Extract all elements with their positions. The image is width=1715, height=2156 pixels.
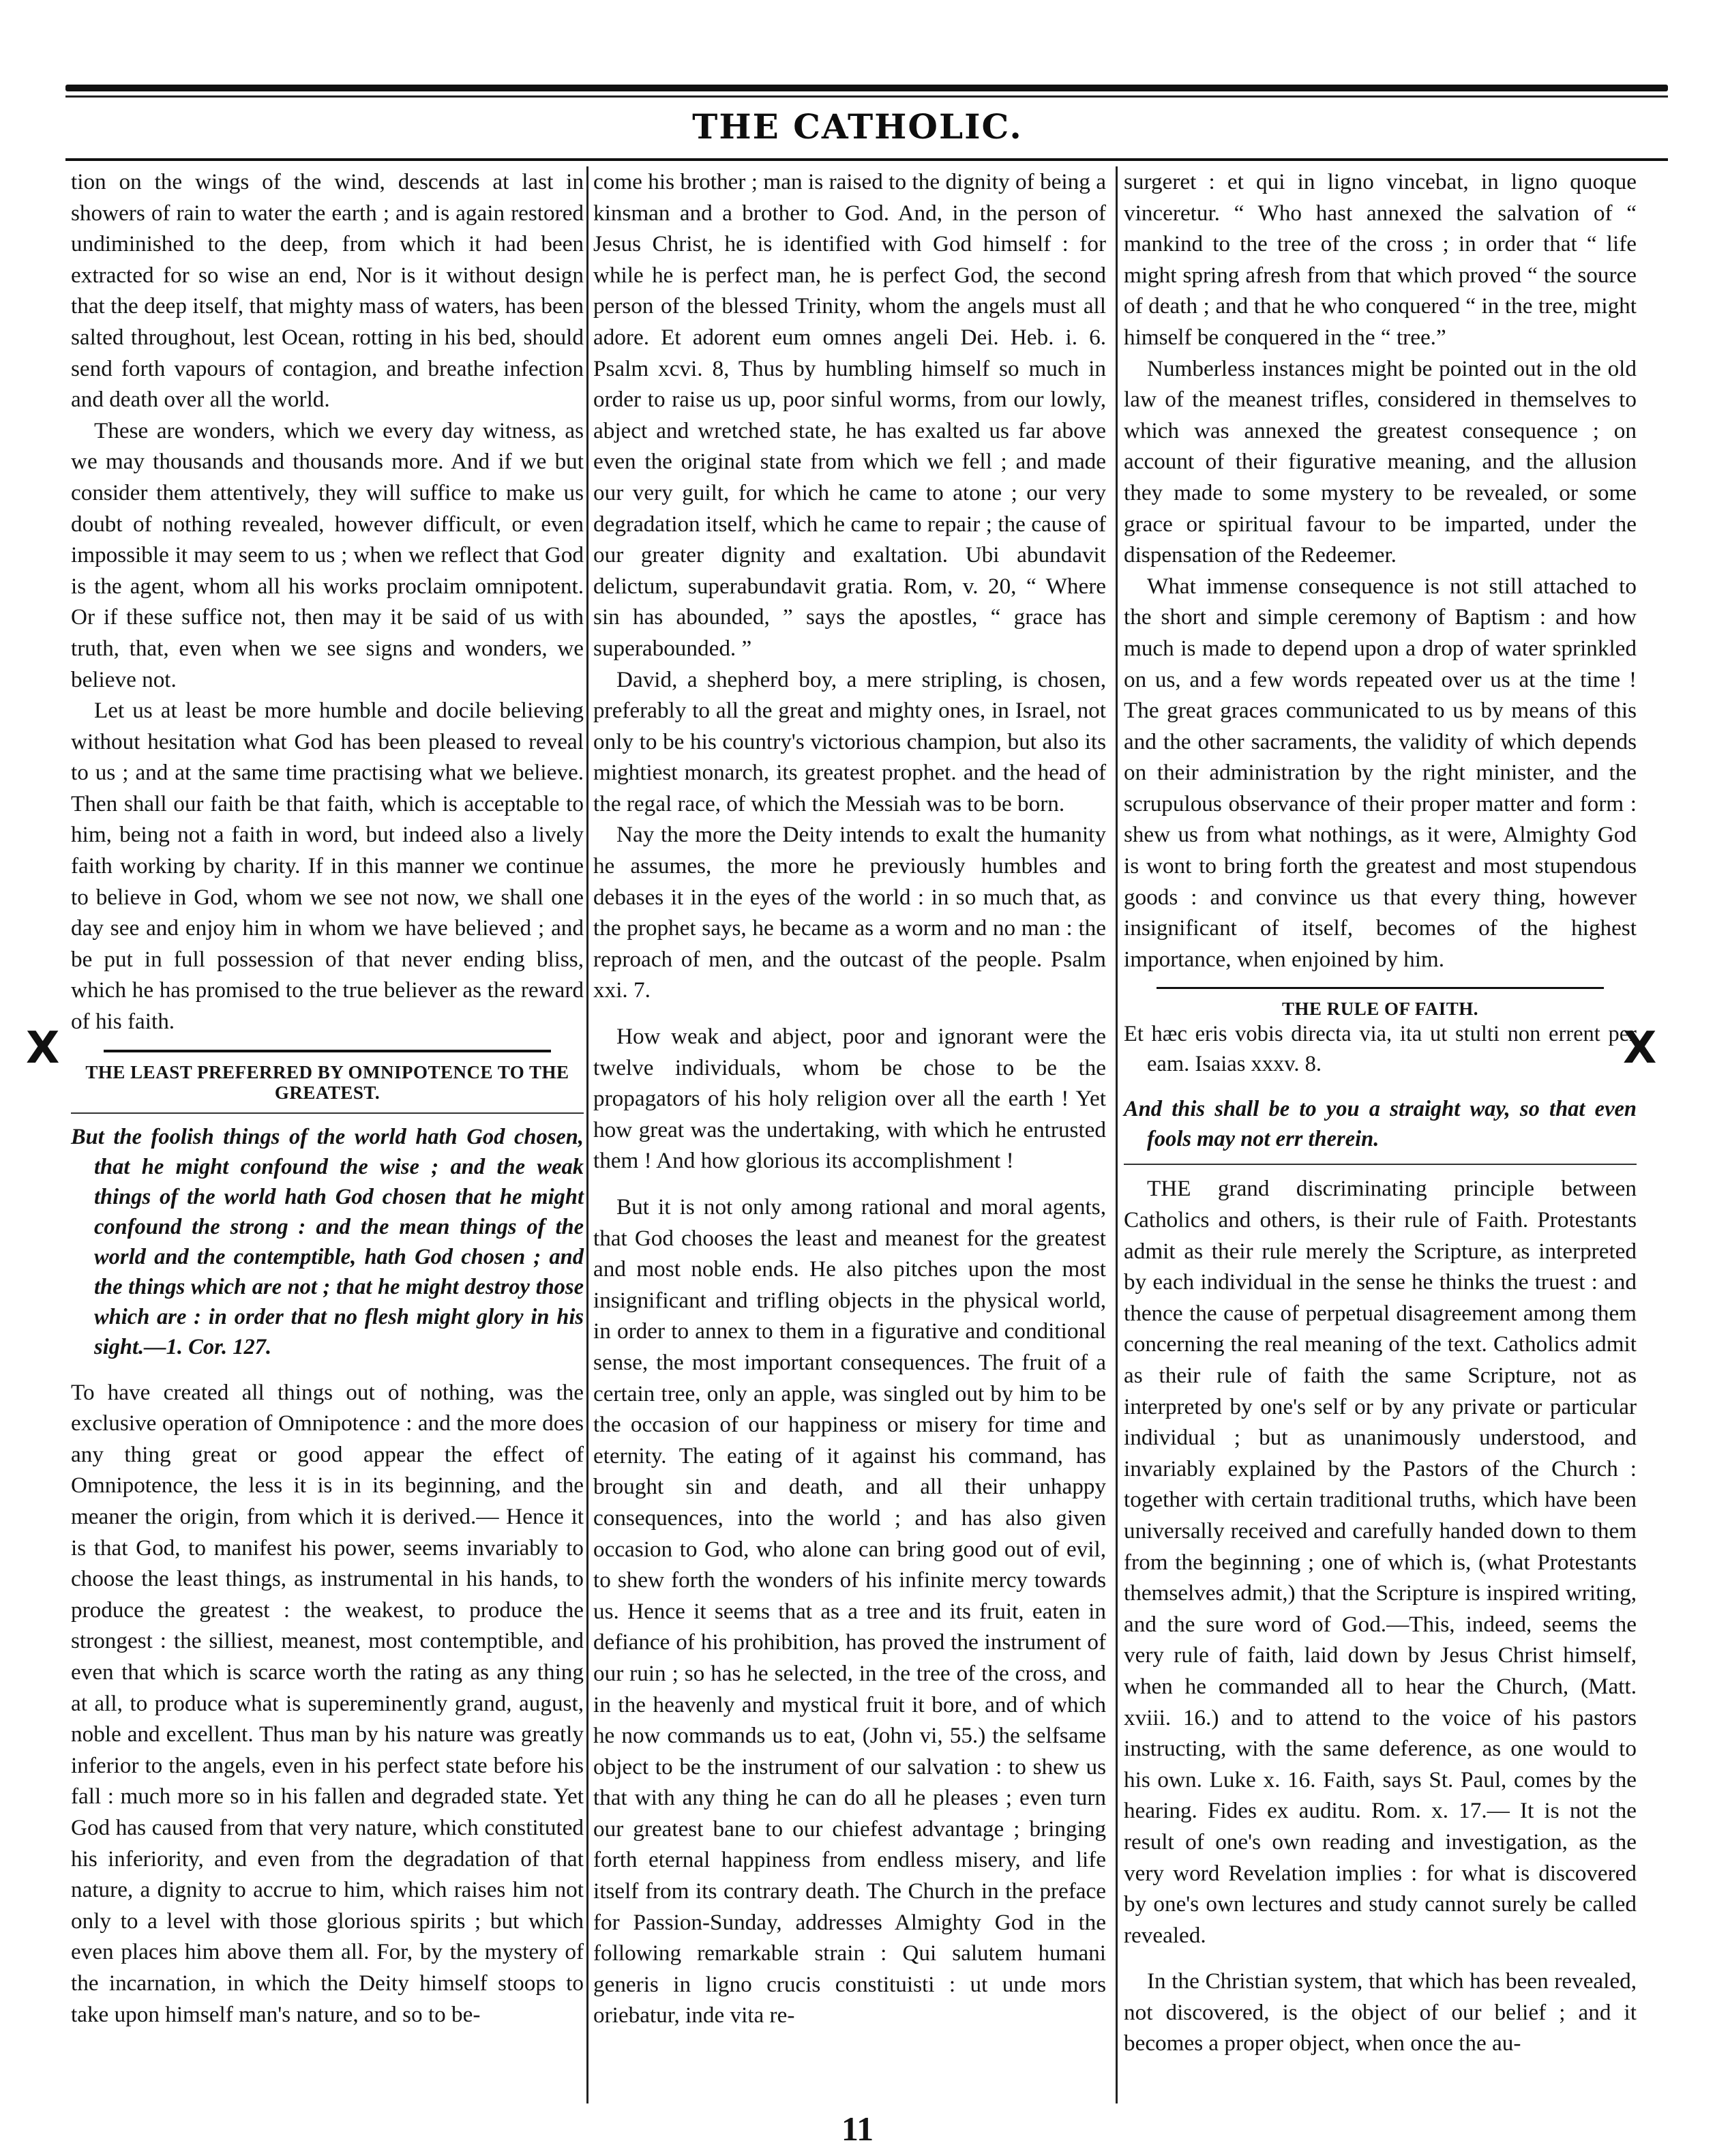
paragraph: How weak and abject, poor and ignorant were the twelve individuals, whom be chose to be the propagators of his holy religion over all the earth ! Yet how great was the undertaking, with which he entrusted them ! And how glorious its accomplishment ! (593, 1024, 1106, 1174)
paragraph: surgeret : et qui in ligno vincebat, in ligno quoque vinceretur. “ Who hast annexed the salvation of “ mankind to the tree of the cross ; in order that “ life might spring afresh from that which proved “ the source of death ; and that he who conquered “ in the tree, might himself be conquered in the “ tree.” (1124, 169, 1637, 350)
paragraph: come his brother ; man is raised to the dignity of being a kinsman and a brother to God. And, in the person of Jesus Christ, he is identified with God himself : for while he is perfect man, he is perfect God, the second person of the blessed Trinity, whom the angels must all adore. Et adorent eum omnes angeli Dei. Heb. i. 6. Psalm xcvi. 8, Thus by humbling himself so much in order to raise us up, poor sinful worms, from our lowly, abject and wretched state, he has exalted us far above even the original state from which we fell ; and made our very guilt, for which he came to atone ; our very degradation itself, which he came to repair ; the cause of our greater dignity and exaltation. Ubi abundavit delictum, superabundavit gratia. Rom, v. 20, “ Where sin has abounded, ” says the apostles, “ grace has superabounded. ” (593, 169, 1106, 661)
epigraph-english: And this shall be to you a straight way, so that even fools may not err therein. (1124, 1097, 1637, 1152)
handwritten-x-mark: X (26, 1023, 60, 1074)
handwritten-x-mark: X (1623, 1023, 1657, 1074)
paragraph: Let us at least be more humble and docile believing without hesitation what God has been pleased to reveal to us ; and at the same time practising what we believe. Then shall our faith be that faith, which is acceptable to him, being not a faith in word, but indeed also a lively faith working by charity. If in this manner we continue to believe in God, whom we see not now, we shall one day see and enjoy him in whom we have believed ; and be put in full possession of that never ending bliss, which he has promised to the true believer as the reward of his faith. (71, 698, 584, 1035)
top-rule (65, 85, 1668, 91)
paragraph: In the Christian system, that which has been revealed, not discovered, is the object of our belief ; and it becomes a proper object, when once the au- (1124, 1968, 1637, 2056)
epigraph-latin: Et hæc eris vobis directa via, ita ut stulti non errent per eam. Isaias xxxv. 8. (1124, 1022, 1637, 1077)
paragraph: To have created all things out of nothing, was the exclusive operation of Omnipotence : and the more does any thing great or good appear the effect of Omnipotence, the less it is in its beginning, and the meaner the origin, from which it is derived.— Hence it is that God, to manifest his power, seems invariably to choose the least things, as instrumental in his hands, to produce the greatest : the weakest, to produce the strongest : the silliest, meanest, most contemptible, and even that which is scarce worth the rating as any thing at all, to produce what is supereminently grand, august, noble and excellent. Thus man by his nature was greatly inferior to the angels, even in his perfect state before his fall : much more so in his fallen and degraded state. Yet God has caused from that very nature, which constituted his inferiority, and even from the degradation of that nature, a dignity to accrue to him, which raises him not only to a level with those glorious spirits ; but which even places him above them all. For, by the mystery of the incarnation, in which the Deity himself stoops to take upon himself man's nature, and so to be- (71, 1379, 584, 2027)
epigraph: But the foolish things of the world hath God chosen, that he might confound the wise ; and the weak things of the world hath God chosen that he might confound the strong : and the mean things of the world and the contemptible, hath God chosen ; and the things which are not ; that he might destroy those which are : in order that no flesh might glory in his sight.—1. Cor. 127. (71, 1124, 584, 1359)
column-1 (71, 166, 584, 2030)
article-heading: THE RULE OF FAITH. (1281, 999, 1479, 1020)
top-rule-thin (65, 95, 1668, 98)
masthead: THE CATHOLIC. (692, 106, 1023, 147)
paragraph: David, a shepherd boy, a mere stripling, is chosen, preferably to all the great and mighty ones, in Israel, not only to be his country's victorious champion, but also its mightiest monarch, its greatest prophet. and the head of the regal race, of which the Messiah was to be born. (593, 666, 1106, 816)
page-number: 11 (841, 2110, 874, 2148)
paragraph: These are wonders, which we every day witness, as we may thousands and thousands more. And if we but consider them attentively, they will suffice to make us doubt of nothing revealed, however difficult, or even impossible it may seem to us ; when we reflect that God is the agent, whom all his works proclaim omnipotent. Or if these suffice not, then may it be said of us with truth, that, even when we see signs and wonders, we believe not. (71, 417, 584, 692)
heading-rule (71, 1112, 584, 1114)
paragraph: Numberless instances might be pointed out in the old law of the meanest trifles, considered in themselves to which was annexed the greatest consequence ; on account of their figurative meaning, and the allusion they made to some mystery to be revealed, or some grace or spiritual favour to be imparted, under the dispensation of the Redeemer. (1124, 355, 1637, 568)
column-divider (586, 166, 588, 2103)
column-2 (593, 166, 1106, 2031)
header-rule (65, 158, 1668, 161)
heading-rule (1124, 1164, 1637, 1165)
column-3 (1124, 166, 1637, 2059)
paragraph: Nay the more the Deity intends to exalt the humanity he assumes, the more he previously humbles and debases it in the eyes of the world : in so much that, as the prophet says, he became as a worm and no man : the reproach of men, and the outcast of the people. Psalm xxi. 7. (593, 822, 1106, 1003)
paragraph: But it is not only among rational and moral agents, that God chooses the least and meanest for the greatest and most noble ends. He also pitches upon the most insignificant and trifling objects in the physical world, in order to annex to them in a figurative and conditional sense, the most important consequences. The fruit of a certain tree, only an apple, was singled out by him to be the occasion of our happiness or misery for time and eternity. The eating of it against his command, has brought sin and death, and all their unhappy consequences, into the world ; and has also given occasion to God, who alone can bring good out of evil, to shew forth the wonders of his infinite mercy towards us. Hence it seems that as a tree and its fruit, eaten in defiance of his prohibition, has proved the instrument of our ruin ; so has he selected, in the tree of the cross, and in the heavenly and mystical fruit it bore, and of which he now commands us to eat, (John vi, 55.) the selfsame object to be the instrument of our salvation : to shew us that with any thing he can do all he pleases ; even turn our greatest bane to our chiefest advantage ; bringing forth eternal happiness from endless misery, and life itself from its contrary death. The Church in the preface for Passion-Sunday, addresses Almighty God in the following remarkable strain : Qui salutem humani generis in ligno crucis constituisti : ut unde mors oriebatur, inde vita re- (593, 1194, 1106, 2028)
paragraph: tion on the wings of the wind, descends at last in showers of rain to water the earth ; and is again restored undiminished to the deep, from which it had been extracted for so wise an end, Nor is it without design that the deep itself, that mighty mass of waters, has been salted throughout, lest Ocean, rotting in his bed, should send forth vapours of contagion, and breathe infection and death over all the world. (71, 169, 584, 413)
section-rule (1157, 987, 1604, 989)
paragraph: What immense consequence is not still attached to the short and simple ceremony of Baptism : and how much is made to depend upon a drop of water sprinkled on us, and a few words repeated over us at the time ! The great graces communicated to us by means of this and the other sacraments, the validity of which depends on their administration by the right minister, and the scrupulous observance of their proper matter and form : shew us from what nothings, as it were, Almighty God is wont to bring forth the greatest and most stupendous goods : and convince us that every thing, however insignificant of itself, becomes of the highest importance, when enjoined by him. (1124, 573, 1637, 972)
article-heading: THE LEAST PREFERRED BY OMNIPOTENCE TO THE GREATEST. (85, 1061, 569, 1103)
column-divider (1116, 166, 1118, 2103)
section-rule (104, 1050, 551, 1052)
paragraph: THE grand discriminating principle between Catholics and others, is their rule of Faith. Protestants admit as their rule merely the Scripture, as interpreted by each individual in the sense he thinks the truest : and thence the cause of perpetual disagreement among them concerning the real meaning of the text. Catholics admit as their rule of faith the same Scripture, not as interpreted by one's self or by any private or particular individual ; but as unanimously understood, and invariably explained by the Pastors of the Church : together with certain traditional truths, which have been universally received and carefully handed down to them from the beginning ; one of which is, (what Protestants themselves admit,) that the Scripture is inspired writing, and the sure word of God.—This, indeed, seems the very rule of faith, laid down by Jesus Christ himself, when he commanded all to hear the Church, (Matt. xviii. 16.) and to attend to the voice of his pastors instructing, with the same deference, as one would to his own. Luke x. 16. Faith, says St. Paul, comes by the hearing. Fides ex auditu. Rom. x. 17.— It is not the result of one's own reading and investigation, as the very word Revelation implies : for what is discovered by one's own lectures and study cannot surely be called revealed. (1124, 1176, 1637, 1948)
